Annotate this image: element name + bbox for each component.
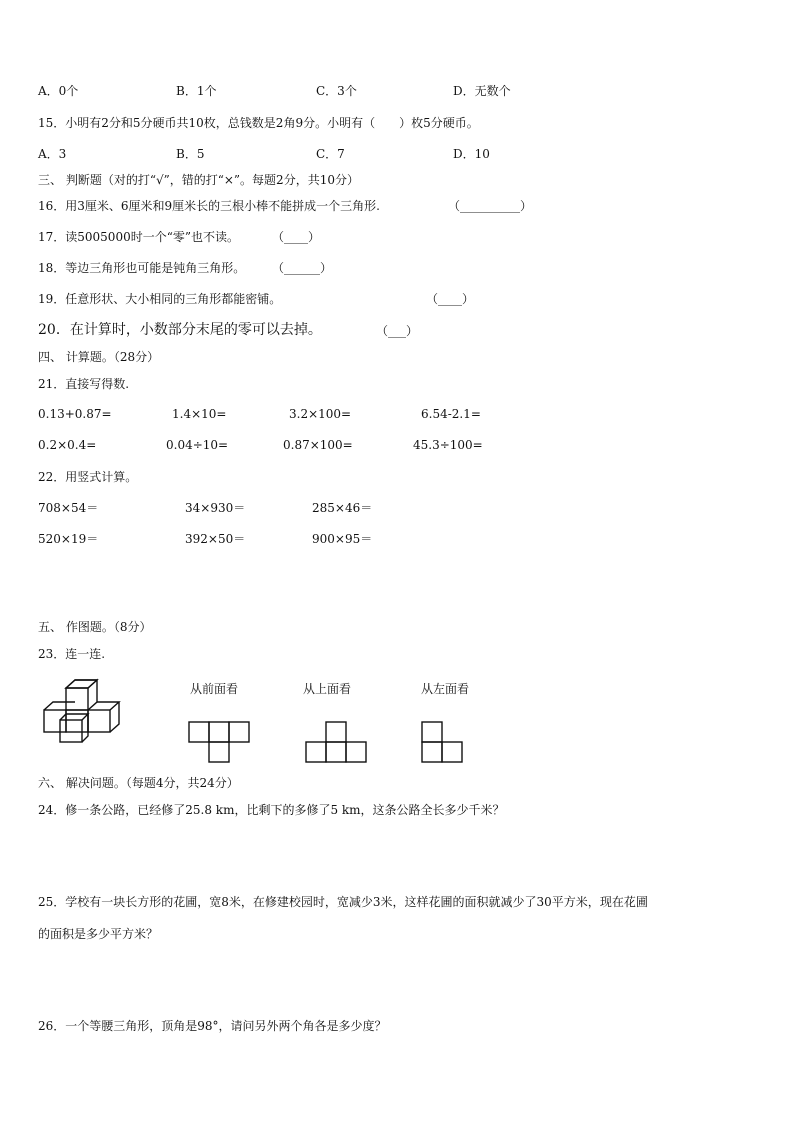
q22-item: 708×54＝ (38, 501, 99, 515)
q19-answer-blank[interactable]: （____） (426, 292, 475, 306)
q21-item: 0.04÷10= (166, 438, 229, 452)
q21-item: 0.87×100= (283, 438, 353, 452)
cube-stack-figure (40, 676, 136, 744)
q24-text: 24．修一条公路，已经修了25.8 km，比剩下的多修了5 km，这条公路全长多少千米？ (38, 803, 505, 817)
section5-title: 五、 作图题。（8分） (38, 620, 152, 634)
section4-title: 四、 计算题。（28分） (38, 350, 160, 364)
q14-option-a: A．0个 (38, 84, 79, 98)
q17-answer-blank[interactable]: （____） (272, 230, 321, 244)
q16-text: 16．用3厘米、6厘米和9厘米长的三根小棒不能拼成一个三角形. (38, 199, 380, 213)
q15-option-b: B．5 (176, 147, 205, 161)
q14-option-b: B．1个 (176, 84, 217, 98)
left-view-shape[interactable] (420, 720, 464, 766)
q22-item: 285×46＝ (312, 501, 373, 515)
q22-item: 520×19＝ (38, 532, 99, 546)
q21-item: 45.3÷100= (413, 438, 483, 452)
q21-title: 21．直接写得数. (38, 377, 130, 391)
q17-text: 17．读5005000时一个“零”也不读。 (38, 230, 239, 244)
q25-text-line2: 的面积是多少平方米？ (38, 927, 159, 941)
q22-item: 34×930＝ (185, 501, 246, 515)
q15-option-c: C．7 (316, 147, 345, 161)
top-view-shape[interactable] (304, 720, 368, 766)
q14-option-c: C．3个 (316, 84, 357, 98)
q20-text: 20．在计算时，小数部分末尾的零可以去掉。 (38, 322, 322, 338)
q16-answer-blank[interactable]: （__________） (448, 199, 533, 213)
q22-title: 22．用竖式计算。 (38, 470, 138, 484)
q22-item: 392×50＝ (185, 532, 246, 546)
q18-answer-blank[interactable]: （______） (272, 261, 333, 275)
section3-title: 三、 判断题（对的打“√”，错的打“×”。每题2分，共10分） (38, 173, 359, 187)
view-label-left: 从左面看 (421, 682, 470, 696)
q21-item: 1.4×10= (172, 407, 227, 421)
q21-item: 0.13+0.87= (38, 407, 112, 421)
q15-option-d: D．10 (453, 147, 490, 161)
q15-text: 15．小明有2分和5分硬币共10枚，总钱数是2角9分。小明有（ ）枚5分硬币。 (38, 116, 479, 130)
q20-answer-blank[interactable]: （___） (376, 324, 419, 338)
q14-option-d: D．无数个 (453, 84, 511, 98)
q18-text: 18．等边三角形也可能是钝角三角形。 (38, 261, 246, 275)
q15-option-a: A．3 (38, 147, 67, 161)
q25-text-line1: 25．学校有一块长方形的花圃，宽8米，在修建校园时，宽减少3米，这样花圃的面积就减少了30平方米，现在花圃 (38, 895, 648, 909)
section6-title: 六、 解决问题。（每题4分，共24分） (38, 776, 239, 790)
q19-text: 19．任意形状、大小相同的三角形都能密铺。 (38, 292, 282, 306)
q21-item: 3.2×100= (289, 407, 352, 421)
q26-text: 26．一个等腰三角形，顶角是98°，请问另外两个角各是多少度？ (38, 1019, 387, 1033)
front-view-shape[interactable] (187, 720, 251, 766)
q21-item: 0.2×0.4= (38, 438, 97, 452)
q22-item: 900×95＝ (312, 532, 373, 546)
view-label-top: 从上面看 (303, 682, 352, 696)
q21-item: 6.54-2.1= (421, 407, 481, 421)
view-label-front: 从前面看 (190, 682, 239, 696)
q23-title: 23．连一连. (38, 647, 106, 661)
